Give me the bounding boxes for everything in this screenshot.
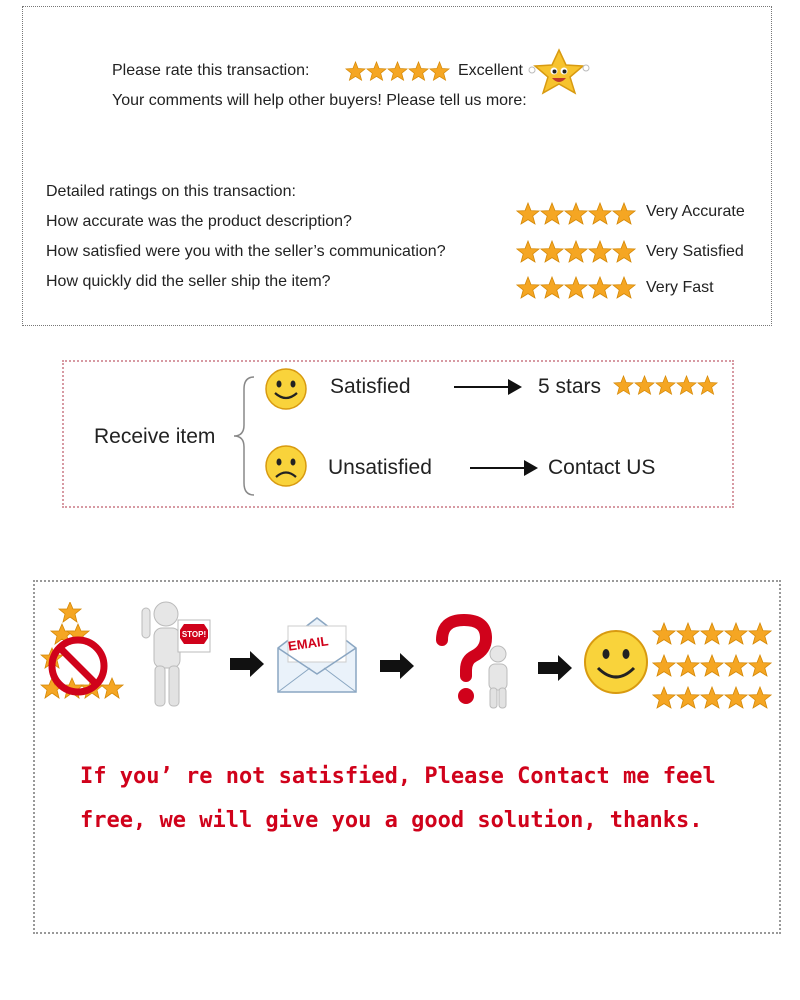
no-bad-rating-icon <box>40 602 136 710</box>
person-stop-icon <box>140 598 212 710</box>
communication-label: Very Satisfied <box>646 243 744 260</box>
star-icon[interactable] <box>540 240 564 264</box>
star-icon[interactable] <box>588 202 612 226</box>
star-icon <box>676 686 700 710</box>
receive-item-label: Receive item <box>94 425 216 448</box>
comments-prompt: Your comments will help other buyers! Please tell us more: <box>112 92 527 109</box>
detailed-ratings-heading: Detailed ratings on this transaction: <box>46 183 296 200</box>
star-icon[interactable] <box>612 202 636 226</box>
accuracy-label: Very Accurate <box>646 203 745 220</box>
shipping-label: Very Fast <box>646 279 714 296</box>
communication-stars[interactable] <box>516 240 636 264</box>
process-arrow-3 <box>538 662 560 674</box>
big-happy-face-icon <box>582 628 650 696</box>
result-stars-row-3 <box>652 686 772 710</box>
shipping-stars[interactable] <box>516 276 636 300</box>
question-communication: How satisfied were you with the seller’s communication? <box>46 243 446 260</box>
star-icon <box>652 654 676 678</box>
result-stars-row-2 <box>652 654 772 678</box>
star-icon[interactable] <box>612 276 636 300</box>
overall-stars[interactable] <box>345 61 450 82</box>
star-icon <box>676 375 697 396</box>
email-label: EMAIL <box>287 633 330 654</box>
result-stars-row-1 <box>652 622 772 646</box>
email-envelope-icon <box>274 612 360 698</box>
star-icon <box>655 375 676 396</box>
star-icon <box>700 654 724 678</box>
rate-prompt: Please rate this transaction: <box>112 62 310 79</box>
star-icon[interactable] <box>429 61 450 82</box>
star-icon <box>697 375 718 396</box>
satisfied-result: 5 stars <box>538 375 602 398</box>
star-icon <box>652 686 676 710</box>
star-icon <box>724 654 748 678</box>
star-icon <box>676 654 700 678</box>
star-icon[interactable] <box>366 61 387 82</box>
star-icon <box>652 622 676 646</box>
star-icon <box>748 622 772 646</box>
star-icon[interactable] <box>516 240 540 264</box>
star-icon[interactable] <box>588 276 612 300</box>
contact-us-result[interactable]: Contact US <box>548 456 656 479</box>
satisfied-arrow <box>454 386 520 388</box>
satisfied-label: Satisfied <box>330 375 411 398</box>
process-arrow-2 <box>380 660 402 672</box>
star-icon[interactable] <box>540 276 564 300</box>
smiling-star-icon <box>528 48 590 96</box>
star-icon <box>724 622 748 646</box>
star-icon[interactable] <box>564 240 588 264</box>
star-icon[interactable] <box>516 276 540 300</box>
star-icon[interactable] <box>612 240 636 264</box>
happy-face-icon <box>264 367 308 411</box>
star-icon <box>700 622 724 646</box>
contact-message-line2: free, we will give you a good solution, thanks. <box>80 808 703 833</box>
stop-sign-text: STOP! <box>181 630 207 639</box>
question-shipping: How quickly did the seller ship the item? <box>46 273 331 290</box>
overall-rating-label: Excellent <box>458 62 523 79</box>
question-accuracy: How accurate was the product description? <box>46 213 352 230</box>
star-icon <box>676 622 700 646</box>
brace-icon <box>232 375 256 497</box>
star-icon[interactable] <box>540 202 564 226</box>
star-icon[interactable] <box>564 276 588 300</box>
process-arrow-1 <box>230 658 252 670</box>
satisfied-stars <box>613 375 718 396</box>
contact-message-line1: If you’ re not satisfied, Please Contact me feel <box>80 764 716 789</box>
star-icon <box>700 686 724 710</box>
unsatisfied-label: Unsatisfied <box>328 456 432 479</box>
star-icon[interactable] <box>345 61 366 82</box>
star-icon <box>724 686 748 710</box>
star-icon <box>748 654 772 678</box>
accuracy-stars[interactable] <box>516 202 636 226</box>
unsatisfied-arrow <box>470 467 536 469</box>
star-icon[interactable] <box>516 202 540 226</box>
sad-face-icon <box>264 444 308 488</box>
star-icon <box>748 686 772 710</box>
star-icon <box>613 375 634 396</box>
star-icon[interactable] <box>387 61 408 82</box>
star-icon[interactable] <box>564 202 588 226</box>
question-person-icon <box>428 614 520 710</box>
star-icon[interactable] <box>408 61 429 82</box>
star-icon <box>634 375 655 396</box>
star-icon[interactable] <box>588 240 612 264</box>
